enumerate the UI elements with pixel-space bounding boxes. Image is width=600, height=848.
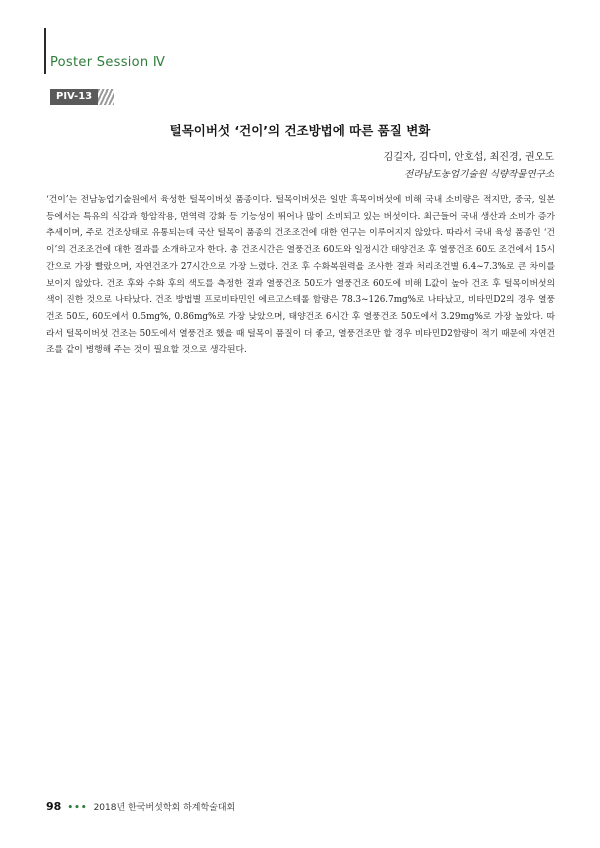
author-affiliation: 전라남도농업기술원 식량작물연구소 xyxy=(404,169,554,180)
badge-stripes-decoration xyxy=(98,89,114,105)
poster-code: PIV-13 xyxy=(50,89,98,105)
footer-separator: ••• xyxy=(67,803,88,813)
session-title: Poster Session Ⅳ xyxy=(50,55,166,70)
page-footer xyxy=(46,800,235,813)
conference-name: 2018년 한국버섯학회 하계학술대회 xyxy=(93,803,236,813)
poster-code-badge xyxy=(50,89,114,105)
author-list: 김길자, 김다미, 안호섭, 최진경, 권오도 xyxy=(383,152,554,163)
abstract-body: ‘건이’는 전남농업기술원에서 육성한 털목이버섯 품종이다. 털목이버섯은 일반 흑목이버섯에 비해 국내 소비량은 적지만, 중국, 일본 등에서는 특유의 식감과 항암작용, 면역력 강화 등 기능성이 뛰어나 많이 소비되고 있는 버섯이다. 최근들어 국내 생산과 소비가 증가 추세이며, 주로 건조상태로 유통되는데 국산 털목이 품종의 건조조건에 대한 연구는 이루어지지 않았다. 따라서 국내 육성 품종인 ‘건이’의 건조조건에 대한 결과를 소개하고자 한다. 총 건조시간은 열풍건조 60도와 일정시간 태양건조 후 열풍건조 60도 조건에서 15시간으로 가장 빨랐으며, 자연건조가 27시간으로 가장 느렸다. 건조 후 수화복원력을 조사한 결과 처리조건별 6.4~7.3%로 큰 차이를 보이지 않았다. 건조 후와 수화 후의 색도를 측정한 결과 열풍건조 50도가 열풍건조 60도에 비해 L값이 높아 건조 후 털목이버섯의 색이 진한 것으로 나타났다. 건조 방법별 프로비타민인 에르고스테롤 함량은 78.3~126.7mg%로 나타났고, 비타민D2의 경우 열풍건조 50도, 60도에서 0.5mg%, 0.86mg%로 가장 낮았으며, 태양건조 6시간 후 열풍건조 50도에서 3.29mg%로 가장 높았다. 따라서 털목이버섯 건조는 50도에서 열풍건조 했을 때 털목이 품질이 더 좋고, 열풍건조만 할 경우 비타민D2함량이 적기 때문에 자연건조를 같이 병행해 주는 것이 필요할 것으로 생각된다. xyxy=(46,195,555,356)
page-number: 98 xyxy=(46,800,62,813)
paper-title: 털목이버섯 ‘건이’의 건조방법에 따른 품질 변화 xyxy=(169,123,431,138)
header-rule xyxy=(44,28,46,74)
